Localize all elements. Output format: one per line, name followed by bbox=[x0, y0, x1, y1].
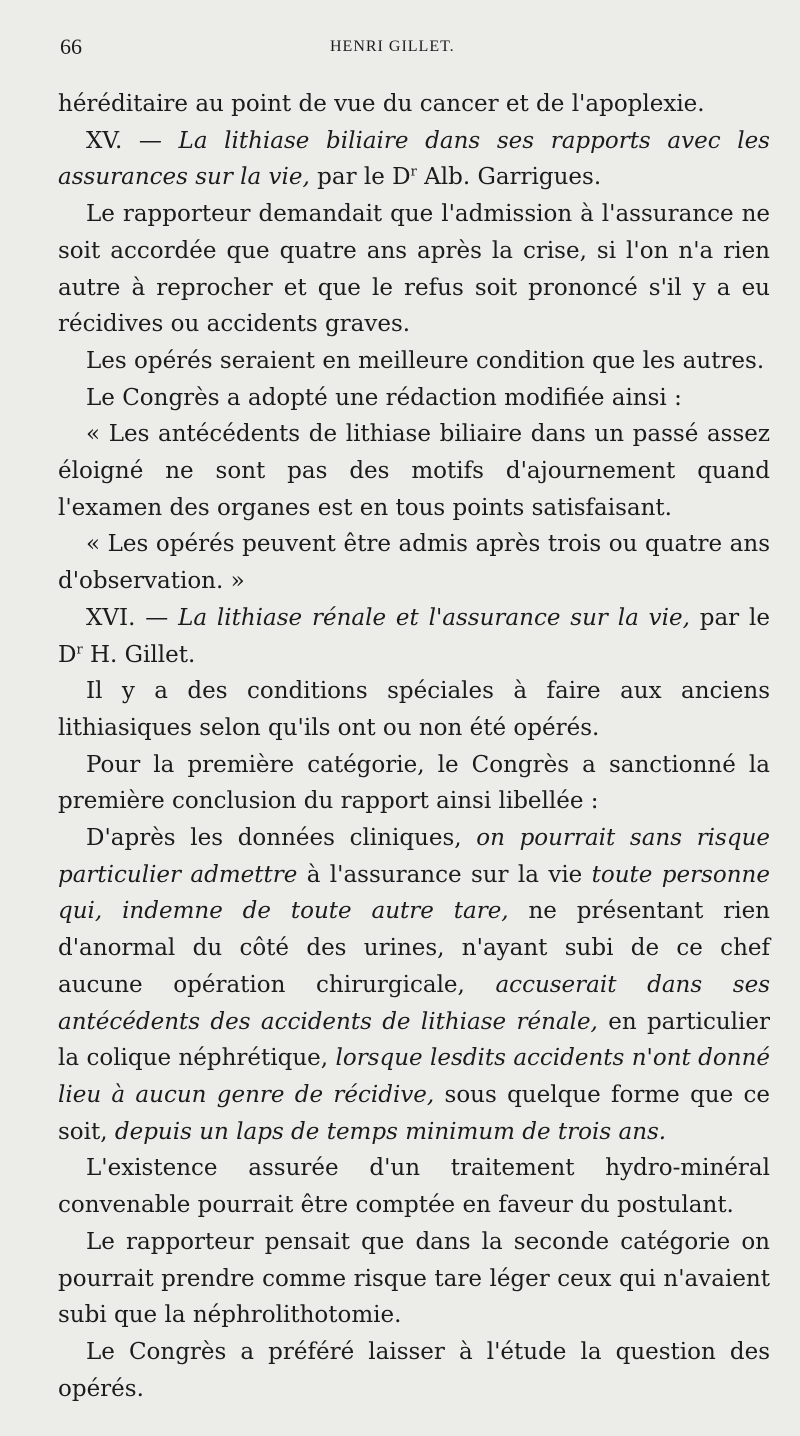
paragraph: Le Congrès a préféré laisser à l'étude la question des opérés. bbox=[58, 1338, 770, 1402]
quoted-paragraph: « Les opérés peuvent être admis après trois ou quatre ans d'observation. » bbox=[58, 531, 770, 595]
section-heading-xv: XV. — La lithiase biliaire dans ses rapports avec les assurances sur la vie, par le $D^r$ Alb. Garrigues. bbox=[58, 127, 770, 191]
paragraph: Les opérés seraient en meilleure condition que les autres. bbox=[86, 347, 765, 374]
page-header bbox=[60, 34, 760, 64]
conclusion-paragraph: D'après les données cliniques, on pourrait sans risque particulier admettre à l'assurance sur la vie toute personne qui, indemne de toute autre tare, ne présentant rien d'anormal du côté des urines, n'ayant subi de ce chef aucune opération chirurgicale, accuserait dans ses antécédents des accidents de lithiase rénale, en particulier la colique néphrétique, lorsque lesdits accidents n'ont donné lieu à aucun genre de récidive, sous quelque forme que ce soit, depuis un laps de temps minimum de trois ans. bbox=[58, 825, 770, 1145]
paragraph-continuation: héréditaire au point de vue du cancer et de l'apoplexie. bbox=[58, 91, 705, 117]
paragraph: Le Congrès a adopté une rédaction modifiée ainsi : bbox=[86, 384, 682, 411]
section-title-xvi: La lithiase rénale et l'assurance sur la vie, bbox=[178, 604, 690, 631]
running-head: HENRI GILLET. bbox=[330, 38, 455, 55]
paragraph: Le rapporteur pensait que dans la seconde catégorie on pourrait prendre comme risque tare léger ceux qui n'avaient subi que la néphrolithotomie. bbox=[58, 1228, 770, 1329]
page-number: 66 bbox=[60, 34, 82, 59]
section-title-xv: La lithiase biliaire dans ses rapports avec les assurances sur la vie, bbox=[58, 127, 770, 191]
paragraph: Le rapporteur demandait que l'admission à l'assurance ne soit accordée que quatre ans après la crise, si l'on n'a rien autre à reprocher et que le refus soit prononcé s'il y a eu récidives ou accidents graves. bbox=[58, 201, 770, 338]
page-body bbox=[58, 86, 770, 1407]
paragraph: Il y a des conditions spéciales à faire aux anciens lithiasiques selon qu'ils ont ou non été opérés. bbox=[58, 678, 770, 741]
section-heading-xvi: XVI. — La lithiase rénale et l'assurance sur la vie, par le $D^r$ H. Gillet. bbox=[58, 604, 770, 668]
paragraph: Pour la première catégorie, le Congrès a sanctionné la première conclusion du rapport ainsi libellée : bbox=[58, 751, 770, 815]
paragraph: L'existence assurée d'un traitement hydro-minéral convenable pourrait être comptée en faveur du postulant. bbox=[58, 1155, 770, 1219]
quoted-paragraph: « Les antécédents de lithiase biliaire dans un passé assez éloigné ne sont pas des motifs d'ajournement quand l'examen des organes est en tous points satisfaisant. bbox=[58, 421, 770, 521]
